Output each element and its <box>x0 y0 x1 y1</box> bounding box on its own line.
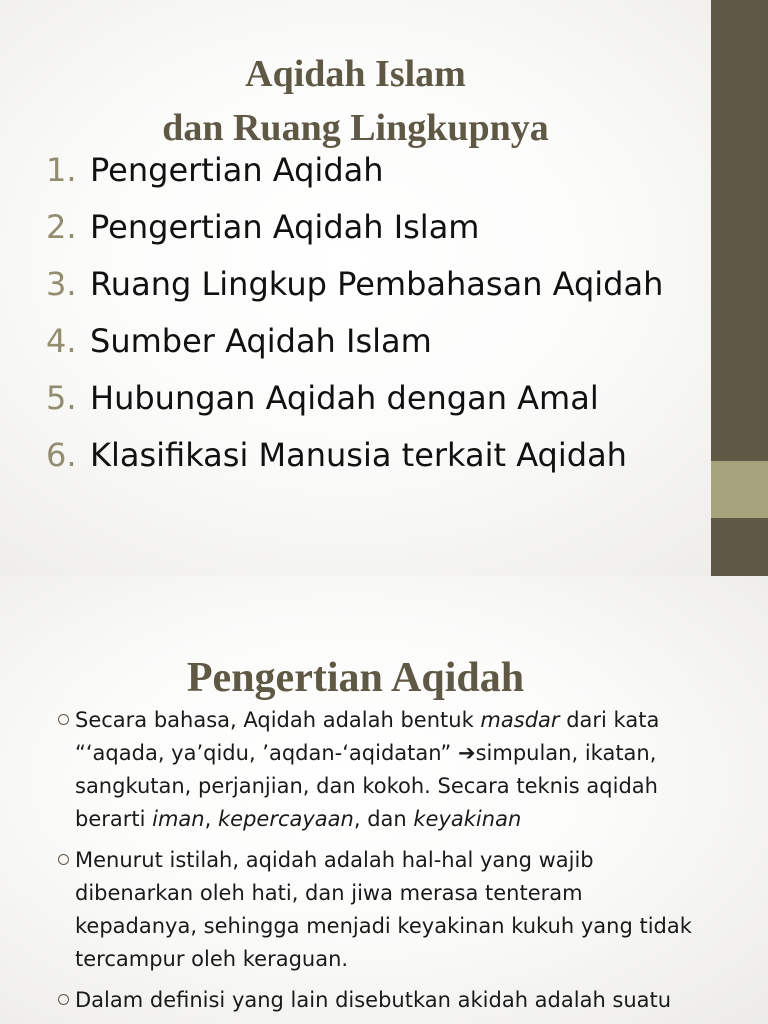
list-item-text: Pengertian Aqidah <box>90 151 384 189</box>
slide-1-title-line-2: dan Ruang Lingkupnya <box>162 107 549 150</box>
list-item <box>58 984 708 1017</box>
list-item <box>46 433 706 477</box>
bullet-text-part: simpulan, ikatan, sangkutan, perjanjian, dan kokoh. Secara teknis aqidah berarti <box>75 741 658 831</box>
bullet-text-part: , dan <box>353 807 414 831</box>
list-number: 5. <box>46 379 77 417</box>
slide-2-title: Pengertian Aqidah <box>186 655 525 702</box>
list-number: 4. <box>46 322 77 360</box>
list-number: 6. <box>46 436 77 474</box>
bullet-text-part: Secara bahasa, Aqidah adalah bentuk <box>75 708 481 732</box>
list-number: 3. <box>46 265 77 303</box>
list-item <box>46 205 706 249</box>
list-item <box>46 262 706 306</box>
list-item <box>46 319 706 363</box>
list-item-text: Klasifikasi Manusia terkait Aqidah <box>90 436 627 474</box>
circle-bullet-icon <box>58 994 69 1005</box>
list-item <box>58 704 708 836</box>
topic-list <box>46 148 706 490</box>
list-item-text: Sumber Aqidah Islam <box>90 322 432 360</box>
bullet-text-part: , <box>204 807 218 831</box>
list-item <box>46 376 706 420</box>
definition-list <box>58 704 708 1024</box>
bullet-text: Dalam definisi yang lain disebutkan akidah adalah suatu <box>75 988 672 1012</box>
italic-term: iman <box>152 807 205 831</box>
list-item-text: Ruang Lingkup Pembahasan Aqidah <box>90 265 664 303</box>
list-item-text: Pengertian Aqidah Islam <box>90 208 480 246</box>
italic-term: kepercayaan <box>217 807 354 831</box>
list-item-text: Hubungan Aqidah dengan Amal <box>90 379 599 417</box>
list-item <box>46 148 706 192</box>
circle-bullet-icon <box>58 714 69 725</box>
slide-1-title-line-1: Aqidah Islam <box>245 53 466 96</box>
slide-2 <box>0 576 768 1024</box>
list-item <box>58 844 708 976</box>
italic-term: masdar <box>480 708 560 732</box>
sidebar-accent-block <box>711 461 768 518</box>
bullet-text-part: dari kata “‘aqada, ya’qidu, ’aqdan-‘aqidatan” <box>75 708 660 765</box>
circle-bullet-icon <box>58 854 69 865</box>
list-number: 2. <box>46 208 77 246</box>
list-number: 1. <box>46 151 77 189</box>
bullet-text: Menurut istilah, aqidah adalah hal-hal yang wajib dibenarkan oleh hati, dan jiwa merasa tenteram kepadanya, sehingga menjadi keyakinan kukuh yang tidak tercampur oleh keraguan. <box>75 848 692 971</box>
arrow-right-icon: ➔ <box>457 741 476 765</box>
slide-1-title <box>0 47 711 155</box>
italic-term: keyakinan <box>413 807 522 831</box>
